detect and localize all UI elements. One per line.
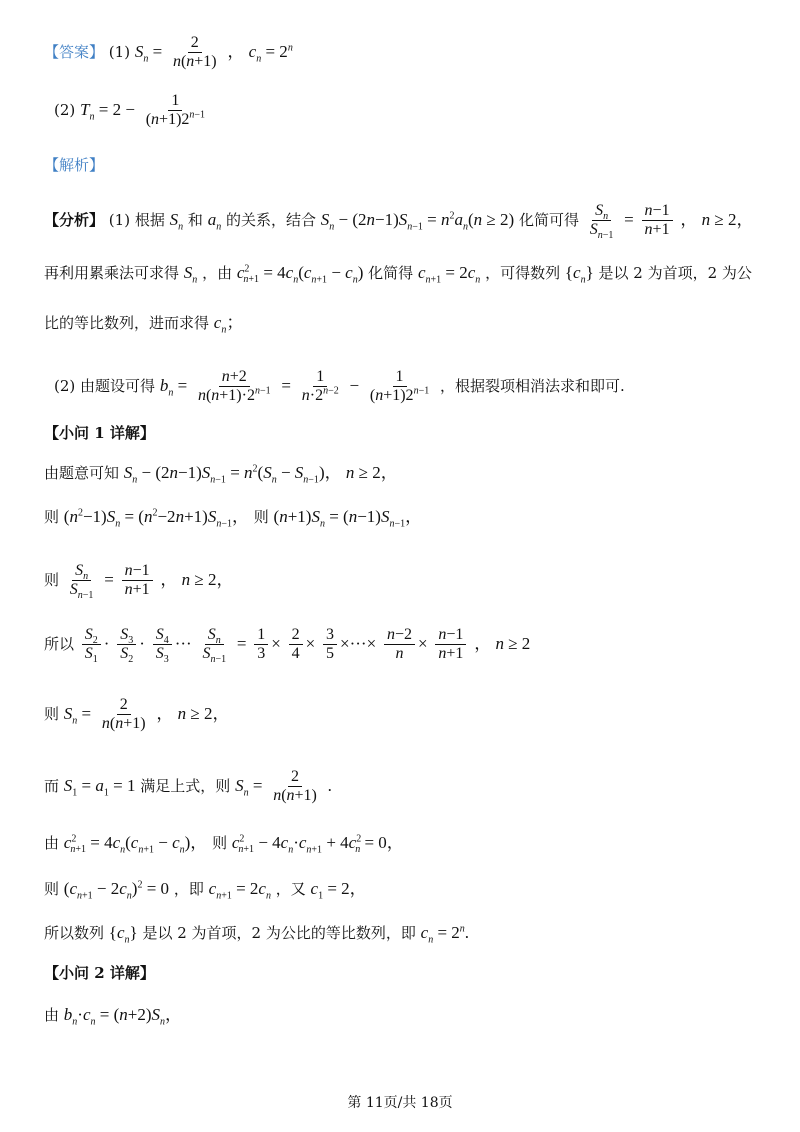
math: $b_n$ = bbox=[159, 375, 188, 399]
formula-cn: ， $c_n = 2^n$ bbox=[227, 41, 293, 65]
fenxi-label: 【分析】 bbox=[44, 210, 105, 229]
q1-label: 【小问 1 详解】 bbox=[44, 424, 155, 442]
text: (1) 根据 bbox=[108, 210, 165, 229]
math: $c^2_{n+1} - 4c_n\cdot c_{n+1} + 4c^2_n = 0$， bbox=[231, 833, 404, 856]
math: $S_n - (2n-1)S_{n-1} = n^2a_n(n \ge 2)$ bbox=[320, 209, 515, 233]
math: $S_n$ bbox=[183, 263, 198, 286]
q1-line-8 bbox=[44, 879, 367, 902]
fraction: $\frac{3}{5}$ bbox=[323, 626, 337, 664]
fraction: $\frac{1}{(n+1)2^{n-1}}$ bbox=[369, 368, 430, 405]
math: ， n ≥ 2， bbox=[160, 569, 234, 589]
analysis-line-1 bbox=[44, 202, 753, 240]
answer-label: 【答案】 bbox=[44, 42, 105, 61]
text: 的关系，结合 bbox=[225, 210, 316, 229]
fraction: $\frac{1}{n\cdot 2^{n-2}}$ bbox=[301, 368, 339, 405]
math: $(c_{n+1} - 2c_n)^2 = 0$ bbox=[63, 879, 170, 902]
q1-line-4: 所以 $\frac{S_2}{S_1}$ · $\frac{S_3}{S_2}$ · $\frac{S_4}{S_3}$ ··· $\frac{S_n}{S_{n-1}}$ = $\frac{1}{3}$ × $\frac{2}{4}$ × $\frac{3}{5}$ ×···× $\frac{n-2}{n}$ × $\frac{n-1}{n+1}$ ， n ≥ 2 bbox=[44, 626, 531, 666]
text: 是以 2 为首项，2 为公比的等比数列，即 bbox=[142, 924, 416, 942]
text: ，根据裂项相消法求和即可. bbox=[439, 376, 625, 395]
fraction: $\frac{1}{(n+1)2^{n-1}}$ bbox=[145, 92, 206, 129]
q1-line-2 bbox=[44, 507, 423, 530]
text: 再利用累乘法可求得 bbox=[44, 264, 180, 282]
text: 是以 2 为首项，2 为公 bbox=[598, 264, 752, 282]
text: 所以数列 bbox=[44, 924, 105, 942]
math: $c^2_{n+1} = 4c_n(c_{n+1} - c_n)$ bbox=[236, 263, 364, 286]
text: 而 bbox=[44, 776, 60, 795]
math: $a_n$ bbox=[207, 209, 222, 233]
fraction: $\frac{S_3}{S_2}$ bbox=[117, 626, 136, 664]
analysis-line-4 bbox=[54, 368, 625, 406]
page-footer: 第 11页/共 18页 bbox=[347, 1095, 453, 1111]
math: $S_1 = a_1 = 1$ bbox=[63, 775, 136, 799]
math: $c^2_{n+1} = 4c_n(c_{n+1} - c_n)$， bbox=[63, 833, 208, 856]
text: 所以 bbox=[44, 634, 75, 653]
math: $(n+1)S_n = (n-1)S_{n-1}$， bbox=[273, 507, 423, 530]
math: − bbox=[349, 375, 360, 395]
math: ， n ≥ 2， bbox=[156, 703, 230, 723]
answer-part-2-label: (2) bbox=[54, 100, 76, 119]
text: 则 bbox=[44, 704, 60, 723]
fraction: $\frac{n-2}{n}$ bbox=[384, 626, 415, 664]
q2-line-1 bbox=[44, 1005, 183, 1028]
analysis-label: 【解析】 bbox=[44, 156, 105, 174]
fraction: $\frac{S_n}{S_{n-1}}$ bbox=[589, 202, 614, 242]
math: $c_{n+1} = 2c_n$ bbox=[417, 263, 481, 286]
text: 由 bbox=[44, 834, 60, 852]
text: 比的等比数列，进而求得 bbox=[44, 314, 210, 332]
text: 满足上式，则 bbox=[140, 776, 231, 795]
fraction: $\frac{n+2}{n(n+1)\cdot 2^{n-1}}$ bbox=[197, 368, 271, 405]
math: $\{c_n\}$ bbox=[108, 923, 138, 946]
text: 则 bbox=[44, 508, 60, 526]
text: ，可得数列 bbox=[485, 264, 561, 282]
text: ，由 bbox=[202, 264, 233, 282]
analysis-line-2 bbox=[44, 263, 752, 286]
math: $S_n$ = bbox=[63, 703, 92, 727]
math: ， n ≥ 2， bbox=[680, 209, 754, 229]
fraction: $\frac{n-1}{n+1}$ bbox=[642, 202, 673, 240]
text: 则 bbox=[212, 834, 228, 852]
text: 则 bbox=[253, 508, 269, 526]
text: 化简得 bbox=[368, 264, 414, 282]
q1-line-5 bbox=[44, 696, 229, 734]
q1-line-9 bbox=[44, 923, 470, 946]
q2-label: 【小问 2 详解】 bbox=[44, 964, 155, 982]
math: $(n^2-1)S_n = (n^2-2n+1)S_{n-1}$， bbox=[63, 507, 249, 530]
text: ，即 bbox=[173, 880, 204, 898]
math: = bbox=[104, 569, 114, 589]
math: ， n ≥ 2 bbox=[474, 633, 531, 653]
fraction: $\frac{S_4}{S_3}$ bbox=[153, 626, 172, 664]
math: . bbox=[327, 775, 332, 795]
fraction: $\frac{2}{n(n+1)}$ bbox=[172, 34, 217, 71]
math: $\{c_n\}$ bbox=[564, 263, 594, 286]
formula-tn: $T_n = 2$ − bbox=[80, 99, 135, 123]
fraction: $\frac{n-1}{n+1}$ bbox=[435, 626, 466, 664]
q1-line-3 bbox=[44, 562, 234, 600]
q1-line-7 bbox=[44, 833, 404, 856]
text: 和 bbox=[187, 210, 203, 229]
text: (2) 由题设可得 bbox=[54, 376, 156, 395]
answer-line-1 bbox=[44, 34, 293, 72]
q1-line-1 bbox=[44, 463, 398, 486]
text: 化简可得 bbox=[518, 210, 579, 229]
fraction: $\frac{1}{3}$ bbox=[254, 626, 268, 664]
math: $c_{n+1} = 2c_n$ bbox=[208, 879, 271, 902]
math: $c_1 = 2$， bbox=[310, 879, 367, 902]
math: $b_n\cdot c_n = (n+2)S_n$， bbox=[63, 1005, 183, 1028]
q1-line-6 bbox=[44, 768, 332, 806]
fraction: $\frac{2}{n(n+1)}$ bbox=[273, 768, 317, 805]
text: 由题意可知 bbox=[44, 464, 120, 482]
answer-part-1-label: (1) bbox=[108, 42, 131, 61]
fraction: $\frac{S_2}{S_1}$ bbox=[82, 626, 101, 664]
math: = bbox=[624, 209, 634, 229]
fraction: $\frac{S_n}{S_{n-1}}$ bbox=[69, 562, 94, 602]
fraction: $\frac{n-1}{n+1}$ bbox=[122, 562, 153, 600]
text: 由 bbox=[44, 1006, 60, 1024]
fraction: $\frac{2}{4}$ bbox=[289, 626, 303, 664]
text: 则 bbox=[44, 880, 60, 898]
analysis-line-3 bbox=[44, 313, 244, 336]
math: = bbox=[281, 375, 291, 395]
fraction: $\frac{S_n}{S_{n-1}}$ bbox=[202, 626, 227, 666]
math: $S_n$ = bbox=[235, 775, 263, 799]
text: 则 bbox=[44, 570, 60, 589]
math: $S_n - (2n-1)S_{n-1} = n^2(S_n - S_{n-1})$， n ≥ 2， bbox=[123, 463, 398, 486]
formula-sn: $S_n$ = bbox=[134, 41, 163, 65]
math: = bbox=[236, 633, 247, 653]
math: $c_n = 2^n$. bbox=[420, 923, 470, 946]
text: ，又 bbox=[275, 880, 306, 898]
fraction: $\frac{2}{n(n+1)}$ bbox=[101, 696, 146, 733]
math: $c_n$； bbox=[213, 313, 244, 336]
answer-line-2 bbox=[54, 92, 211, 130]
math: $S_n$ bbox=[169, 209, 184, 233]
